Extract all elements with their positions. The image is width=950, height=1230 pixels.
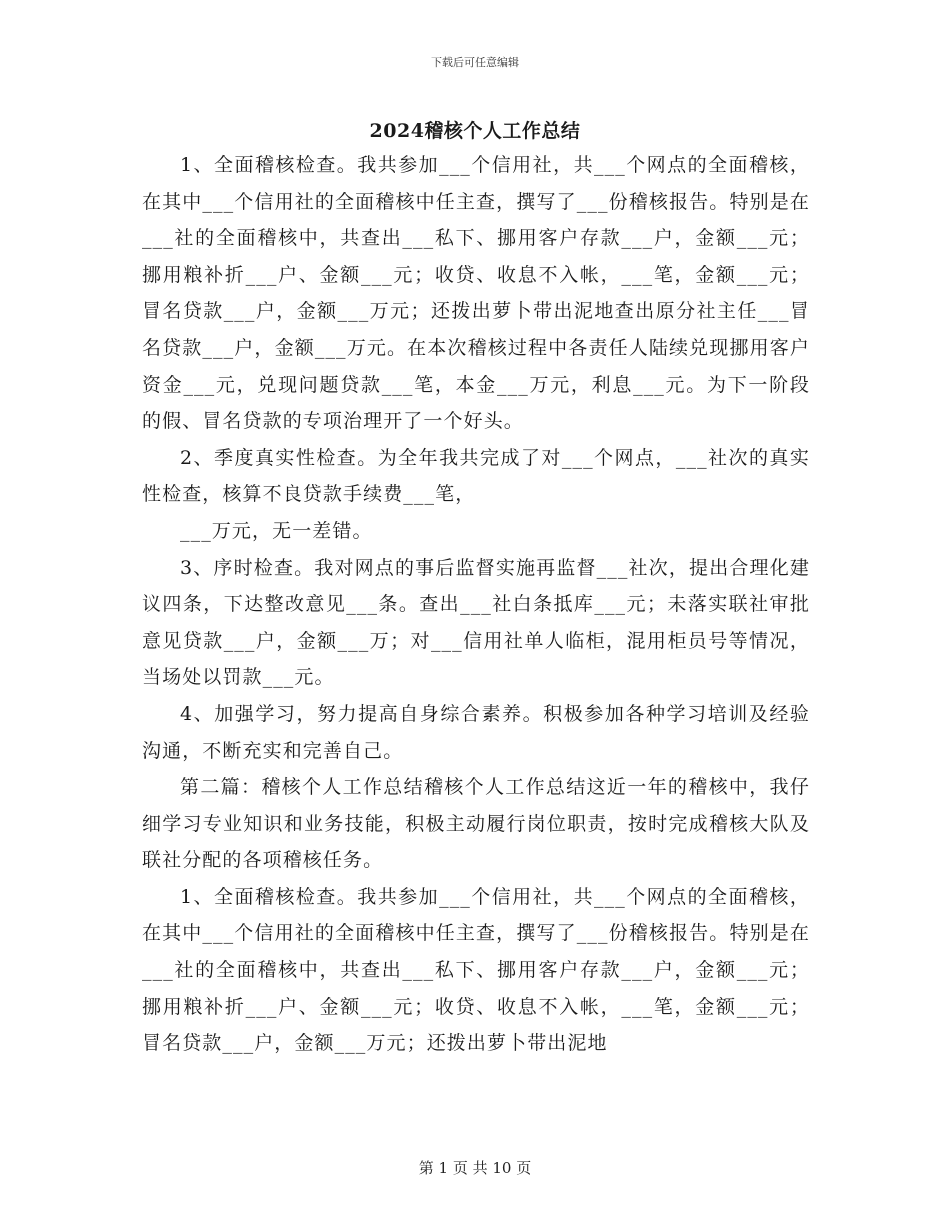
paragraph-3: ___万元，无一差错。 (180, 519, 373, 542)
paragraph-7: 1、全面稽核检查。我共参加___个信用社，共___个网点的全面稽核，在其中___个信用社的全面稽核中任主查，撰写了___份稽核报告。特别是在___社的全面稽核中，共查出___私下、挪用客户存款___户，金额___元；挪用粮补折___户、金额___元；收贷、收息不入帐，___笔，金额___元；冒名贷款___户，金额___万元；还拨出萝卜带出泥地 (142, 885, 810, 1055)
paragraph-5: 4、加强学习，努力提高自身综合素养。积极参加各种学习培训及经验沟通，不断充实和完善自己。 (142, 702, 810, 762)
page-number: 第 1 页 共 10 页 (418, 1159, 532, 1177)
document-title: 2024稽核个人工作总结 (369, 120, 581, 142)
paragraph-2: 2、季度真实性检查。为全年我共完成了对___个网点，___社次的真实性检查，核算不良贷款手续费___笔， (142, 446, 810, 506)
document-body (142, 147, 810, 1062)
header-note: 下载后可任意编辑 (431, 56, 519, 69)
paragraph-4: 3、序时检查。我对网点的事后监督实施再监督___社次，提出合理化建议四条，下达整改意见___条。查出___社白条抵库___元；未落实联社审批意见贷款___户，金额___万；对___信用社单人临柜，混用柜员号等情况，当场处以罚款___元。 (142, 556, 810, 689)
paragraph-6: 第二篇：稽核个人工作总结稽核个人工作总结这近一年的稽核中，我仔细学习专业知识和业务技能，积极主动履行岗位职责，按时完成稽核大队及联社分配的各项稽核任务。 (142, 776, 810, 872)
paragraph-1: 1、全面稽核检查。我共参加___个信用社，共___个网点的全面稽核，在其中___个信用社的全面稽核中任主查，撰写了___份稽核报告。特别是在___社的全面稽核中，共查出___私下、挪用客户存款___户，金额___元；挪用粮补折___户、金额___元；收贷、收息不入帐，___笔，金额___元；冒名贷款___户，金额___万元；还拨出萝卜带出泥地查出原分社主任___冒名贷款___户，金额___万元。在本次稽核过程中各责任人陆续兑现挪用客户资金___元，兑现问题贷款___笔，本金___万元，利息___元。为下一阶段的假、冒名贷款的专项治理开了一个好头。 (142, 154, 810, 433)
